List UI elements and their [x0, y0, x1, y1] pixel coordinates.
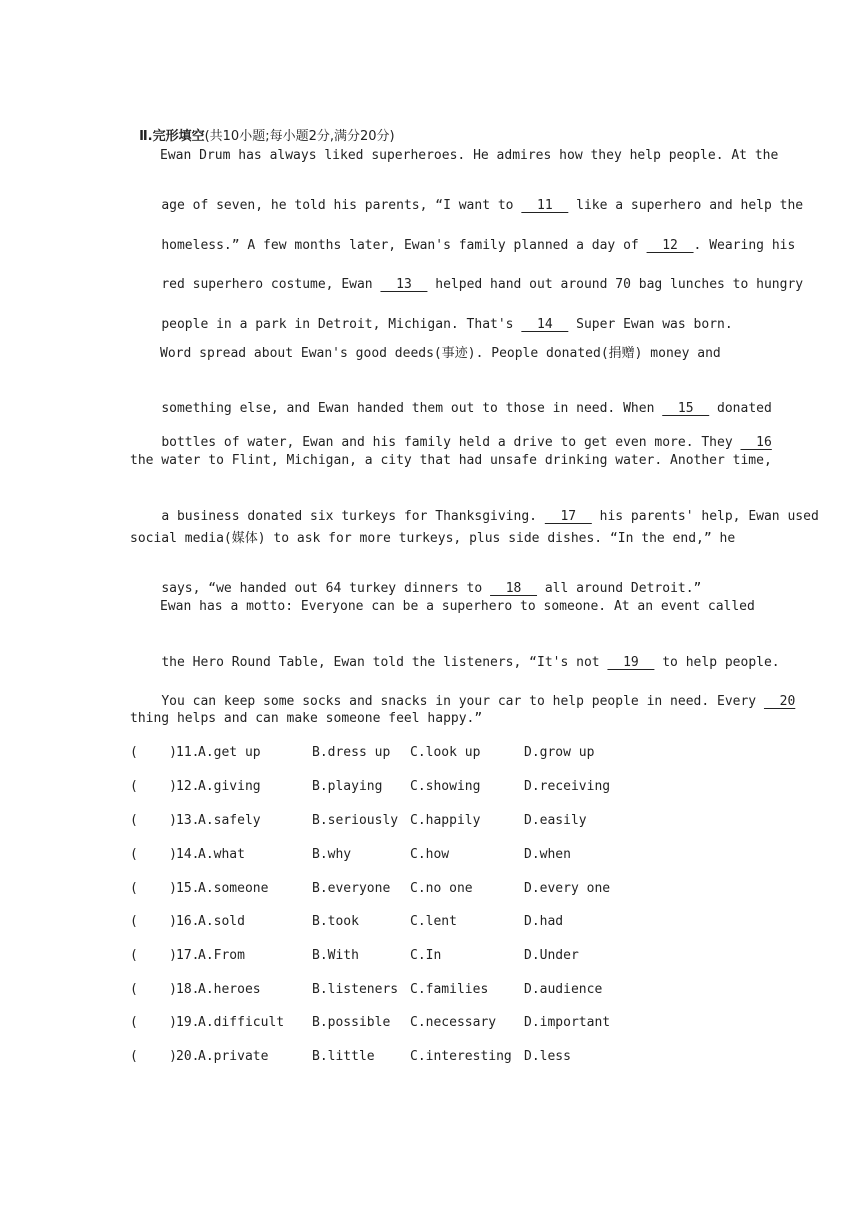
option-d: D.audience	[524, 982, 603, 997]
answer-paren[interactable]: ( )	[130, 982, 177, 997]
blank-20: 20	[763, 694, 796, 709]
option-c: C.In	[410, 948, 442, 963]
text-span: Super Ewan was born.	[568, 317, 733, 332]
option-b: B.listeners	[312, 982, 399, 997]
blank-17: 17	[544, 509, 592, 524]
passage-line: social media(媒体) to ask for more turkeys, plus side dishes. “In the end,” he	[130, 531, 736, 546]
passage-line: thing helps and can make someone feel happy.”	[130, 711, 483, 726]
option-c: C.interesting	[410, 1049, 512, 1064]
option-b: B.dress up	[312, 745, 391, 760]
blank-19: 19	[607, 655, 655, 670]
section-note: (共10小题;每小题2分,满分20分)	[204, 129, 395, 144]
option-c: C.no one	[410, 881, 473, 896]
text-span: the Hero Round Table, Ewan told the listeners, “It's not	[161, 655, 608, 670]
blank-14: 14	[521, 317, 569, 332]
option-c: C.families	[410, 982, 489, 997]
option-d: D.Under	[524, 948, 579, 963]
option-c: C.showing	[410, 779, 481, 794]
option-b: B.playing	[312, 779, 383, 794]
option-d: D.receiving	[524, 779, 611, 794]
option-b: B.possible	[312, 1015, 391, 1030]
passage-line: Word spread about Ewan's good deeds(事迹). People donated(捐赠) money and	[160, 346, 721, 361]
question-number: 11.	[176, 745, 200, 760]
answer-paren[interactable]: ( )	[130, 745, 177, 760]
answer-paren[interactable]: ( )	[130, 1015, 177, 1030]
answer-paren[interactable]: ( )	[130, 948, 177, 963]
blank-15: 15	[662, 401, 710, 416]
text-span: age of seven, he told his parents, “I want to	[161, 198, 522, 213]
text-span: says, “we handed out 64 turkey dinners to	[161, 581, 491, 596]
question-number: 13.	[176, 813, 200, 828]
question-number: 14.	[176, 847, 200, 862]
text-span: like a superhero and help the	[568, 198, 804, 213]
question-number: 17.	[176, 948, 200, 963]
answer-paren[interactable]: ( )	[130, 779, 177, 794]
text-span: You can keep some socks and snacks in your car to help people in need. Every	[161, 694, 764, 709]
option-b: B.little	[312, 1049, 375, 1064]
option-d: D.grow up	[524, 745, 595, 760]
option-c: C.look up	[410, 745, 481, 760]
text-span: to help people.	[654, 655, 780, 670]
text-span: donated	[709, 401, 772, 416]
option-a: A.sold	[198, 914, 245, 929]
answer-paren[interactable]: ( )	[130, 847, 177, 862]
option-b: B.seriously	[312, 813, 399, 828]
question-number: 15.	[176, 881, 200, 896]
option-d: D.easily	[524, 813, 587, 828]
blank-11: 11	[521, 198, 569, 213]
option-a: A.heroes	[198, 982, 261, 997]
option-a: A.giving	[198, 779, 261, 794]
question-number: 20.	[176, 1049, 200, 1064]
blank-18: 18	[490, 581, 538, 596]
option-d: D.less	[524, 1049, 571, 1064]
blank-12: 12	[646, 238, 694, 253]
option-b: B.why	[312, 847, 352, 862]
option-b: B.everyone	[312, 881, 391, 896]
option-d: D.had	[524, 914, 564, 929]
option-d: D.important	[524, 1015, 611, 1030]
text-span: homeless.” A few months later, Ewan's family planned a day of	[161, 238, 647, 253]
option-a: A.what	[198, 847, 245, 862]
blank-16: 16	[740, 435, 772, 450]
option-c: C.lent	[410, 914, 457, 929]
text-span: bottles of water, Ewan and his family held a drive to get even more. They	[161, 435, 733, 450]
option-a: A.safely	[198, 813, 261, 828]
text-span: helped hand out around 70 bag lunches to hungry	[427, 277, 804, 292]
question-number: 16.	[176, 914, 200, 929]
passage-line: Ewan has a motto: Everyone can be a superhero to someone. At an event called	[160, 599, 755, 614]
option-c: C.how	[410, 847, 450, 862]
text-span: people in a park in Detroit, Michigan. That's	[161, 317, 522, 332]
option-c: C.happily	[410, 813, 481, 828]
option-a: A.get up	[198, 745, 261, 760]
option-a: A.someone	[198, 881, 269, 896]
answer-paren[interactable]: ( )	[130, 914, 177, 929]
question-number: 18.	[176, 982, 200, 997]
section-title	[130, 113, 395, 145]
option-a: A.private	[198, 1049, 269, 1064]
text-span: . Wearing his	[693, 238, 796, 253]
passage-line	[130, 301, 733, 349]
option-b: B.With	[312, 948, 359, 963]
section-label: Ⅱ.完形填空	[139, 129, 205, 144]
passage-line: the water to Flint, Michigan, a city that had unsafe drinking water. Another time,	[130, 453, 772, 468]
passage-line: Ewan Drum has always liked superheroes. He admires how they help people. At the	[160, 148, 779, 163]
text-span: something else, and Ewan handed them out to those in need. When	[161, 401, 655, 416]
answer-paren[interactable]: ( )	[130, 813, 177, 828]
text-span: his parents' help, Ewan used	[591, 509, 819, 524]
option-c: C.necessary	[410, 1015, 497, 1030]
option-a: A.difficult	[198, 1015, 285, 1030]
option-d: D.when	[524, 847, 571, 862]
text-span: all around Detroit.”	[537, 581, 702, 596]
question-number: 12.	[176, 779, 200, 794]
option-a: A.From	[198, 948, 245, 963]
answer-paren[interactable]: ( )	[130, 881, 177, 896]
option-d: D.every one	[524, 881, 611, 896]
text-span: red superhero costume, Ewan	[161, 277, 381, 292]
blank-13: 13	[380, 277, 428, 292]
answer-paren[interactable]: ( )	[130, 1049, 177, 1064]
option-b: B.took	[312, 914, 359, 929]
text-span: a business donated six turkeys for Thanksgiving.	[161, 509, 545, 524]
question-number: 19.	[176, 1015, 200, 1030]
